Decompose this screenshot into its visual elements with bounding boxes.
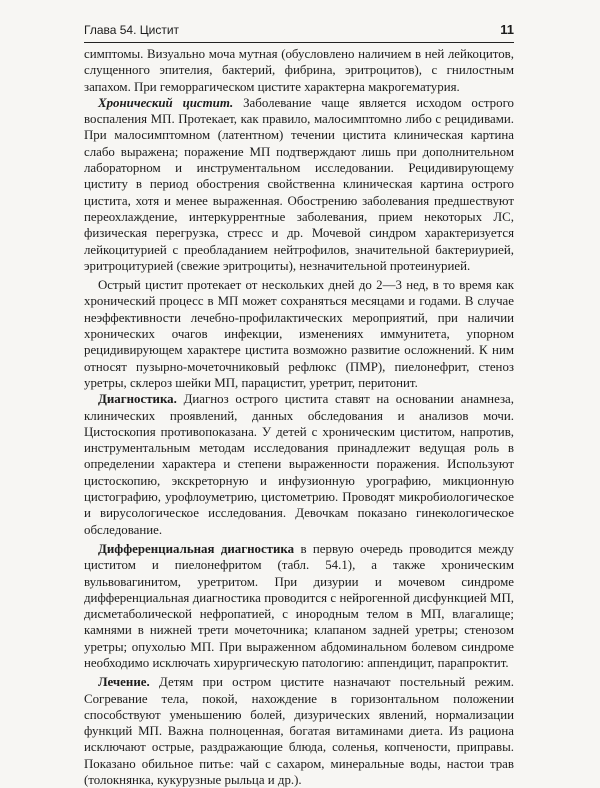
paragraph-diagnostics-text: Диагноз острого цистита ставят на основании анамнеза, клинических проявлений, данных обследования и анализов мочи. Цистоскопия противопоказана. У детей с хроническим циститом, напротив, инструментальным методам исследования принадлежит ведущая роль в определении характера и степени выраженности поражения. Используют цистоскопию, экскреторную и инфузионную урографию, микционную цистографию, урофлоуметрию, цистометрию. Проводят микробиологическое и вирусологическое исследования. Девочкам показано гинекологическое обследование. — [84, 392, 514, 537]
running-header — [84, 18, 514, 43]
page-number: 11 — [500, 22, 514, 37]
paragraph-chronic-cystitis-text: Заболевание чаще является исходом острого воспаления МП. Протекает, как правило, малосимптомно либо с рецидивами. При малосимптомном (латентном) течении цистита клиническая картина слабо выражена; поражение МП подтверждают лишь при дополнительном лабораторном и инструментальном исследовании. Рецидивирующему циститу в период обострения свойственна клиническая картина острого цистита, хотя и менее выраженная. Обострению заболевания предшествуют переохлаждение, интеркуррентные заболевания, прием некоторых ЛС, физическая перегрузка, стресс и др. Мочевой синдром характеризуется лейкоцитурией с преобладанием нейтрофилов, значительной бактериурией, эритроцитурией (свежие эритроциты), незначительной протеинурией. — [84, 95, 514, 273]
paragraph-differential — [84, 541, 514, 671]
paragraph-course: Острый цистит протекает от нескольких дней до 2—3 нед, в то время как хронический процесс в МП может сохраняться месяцами и годами. В случае неэффективности лечебно-профилактических мероприятий, при наличии хронических очагов инфекции, изменениях иммунитета, упорном рецидивирующем характере цистита возможно развитие осложнений. К ним относят пузырно-мочеточниковый рефлюкс (ПМР), пиелонефрит, стеноз уретры, склероз шейки МП, парацистит, уретрит, перитонит. — [84, 278, 514, 390]
paragraph-diagnostics — [84, 391, 514, 538]
chapter-title: Глава 54. Цистит — [84, 23, 180, 37]
main-text — [84, 46, 514, 788]
heading-diagnostics: Диагностика. — [98, 392, 177, 407]
paragraph-symptoms: симптомы. Визуально моча мутная (обусловлено наличием в ней лейкоцитов, слущенного эпителия, бактерий, фибрина, эритроцитов), с гнилостным запахом. При геморрагическом цистите характерна макрогематурия. — [84, 47, 514, 94]
heading-differential: Дифференциальная диагностика — [98, 541, 295, 556]
heading-chronic-cystitis: Хронический цистит. — [98, 95, 234, 110]
paragraph-treatment-text: Детям при остром цистите назначают постельный режим. Согревание тела, покой, нахождение в горизонтальном положении способствуют уменьшению болей, дизурических явлений, нормализации функций МП. Важна полноценная, богатая витаминами диета. Из рациона исключают острые, раздражающие блюда, соленья, копчености, приправы. Показано обильное питье: чай с сахаром, минеральные воды, настои трав (толокнянка, кукурузные рыльца и др.). — [84, 675, 514, 788]
paragraph-treatment — [84, 674, 514, 788]
heading-treatment: Лечение. — [98, 675, 150, 690]
paragraph-chronic-cystitis — [84, 95, 514, 274]
paragraph-differential-text: в первую очередь проводится между циститом и пиелонефритом (табл. 54.1), а также хроническим вульвовагинитом, уретритом. При дизурии и мочевом синдроме дифференциальная диагностика проводится с нейрогенной дисфункцией МП, дисметаболической нефропатией, с инородным телом в МП, влагалище; камнями в нижней трети мочеточника; клапаном задней уретры; стенозом уретры; опухолью МП. При выраженном абдоминальном болевом синдроме необходимо исключать хирургическую патологию: аппендицит, парапроктит. — [84, 541, 514, 670]
